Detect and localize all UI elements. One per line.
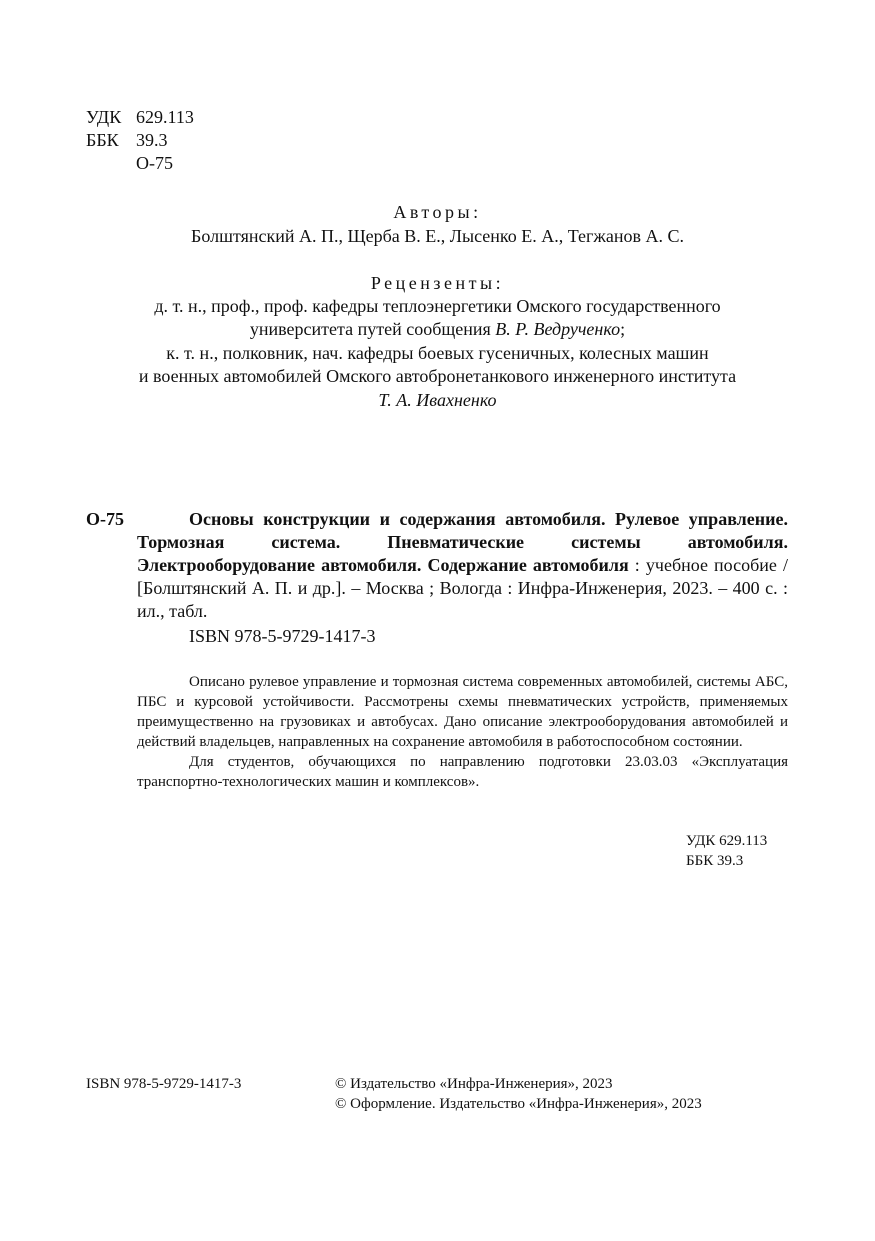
reviewer-2-name-line: [0, 389, 875, 412]
footer-isbn: ISBN 978-5-9729-1417-3: [86, 1076, 242, 1092]
authors-names: Болштянский А. П., Щерба В. Е., Лысенко Е. А., Тегжанов А. С.: [191, 226, 684, 246]
bbk-value: 39.3: [136, 130, 168, 150]
reviewer-2-line-2: и военных автомобилей Омского автобронетанкового инженерного института: [138, 366, 737, 386]
reviewer-1-line-1: д. т. н., проф., проф. кафедры теплоэнергетики Омского государственного: [154, 296, 721, 316]
bbk-line: [86, 129, 194, 152]
bibliographic-isbn: ISBN 978-5-9729-1417-3: [189, 626, 376, 646]
abstract-paragraph-1: Описано рулевое управление и тормозная система современных автомобилей, системы АБС, ПБС и курсовой устойчивости. Рассмотрены схемы пневматических устройств, применяемых преимущественно на грузовиках и автобусах. Дано описание электрооборудования автомобилей и действий владельцев, направленных на сохранение автомобиля в работоспособном состоянии.: [137, 674, 788, 750]
reviewers-heading: Рецензенты:: [370, 273, 505, 293]
reviewer-1-name: В. Р. Ведрученко: [495, 319, 621, 339]
udk-line: [86, 106, 194, 129]
index-codes: [686, 831, 767, 871]
classification-block: [86, 106, 194, 175]
bibliographic-mark: О-75: [86, 509, 124, 529]
udk-label: УДК: [86, 107, 122, 127]
copyright-publisher: © Издательство «Инфра-Инженерия», 2023: [335, 1076, 613, 1092]
author-mark-line: [86, 152, 194, 175]
udk-value: 629.113: [136, 107, 194, 127]
footer-copyrights: [335, 1074, 702, 1114]
index-udk: УДК 629.113: [686, 833, 768, 849]
reviewer-1-line-2: университета путей сообщения В. Р. Ведрученко;: [249, 319, 626, 339]
authors-heading: Авторы:: [393, 202, 482, 222]
abstract-paragraph-2: Для студентов, обучающихся по направлению подготовки 23.03.03 «Эксплуатация транспортно-технологических машин и комплексов».: [137, 754, 788, 790]
abstract: [137, 672, 788, 792]
copyright-design: © Оформление. Издательство «Инфра-Инженерия», 2023: [335, 1096, 702, 1112]
reviewer-2-line-1: к. т. н., полковник, нач. кафедры боевых гусеничных, колесных машин: [166, 343, 709, 363]
reviewer-2-name: Т. А. Ивахненко: [378, 390, 497, 410]
index-bbk: ББК 39.3: [686, 853, 744, 869]
bibliographic-entry: [137, 508, 788, 623]
book-title: Основы конструкции и содержания автомобиля. Рулевое управление. Тормозная система. Пневматические системы автомобиля. Электрооборудование автомобиля. Содержание автомобиля: [137, 509, 788, 575]
author-mark: О-75: [136, 153, 173, 173]
bbk-label: ББК: [86, 130, 119, 150]
book-details: : учебное пособие / [Болштянский А. П. и др.]. – Москва ; Вологда : Инфра-Инженерия, 2023. – 400 с. : ил., табл.: [137, 555, 788, 621]
